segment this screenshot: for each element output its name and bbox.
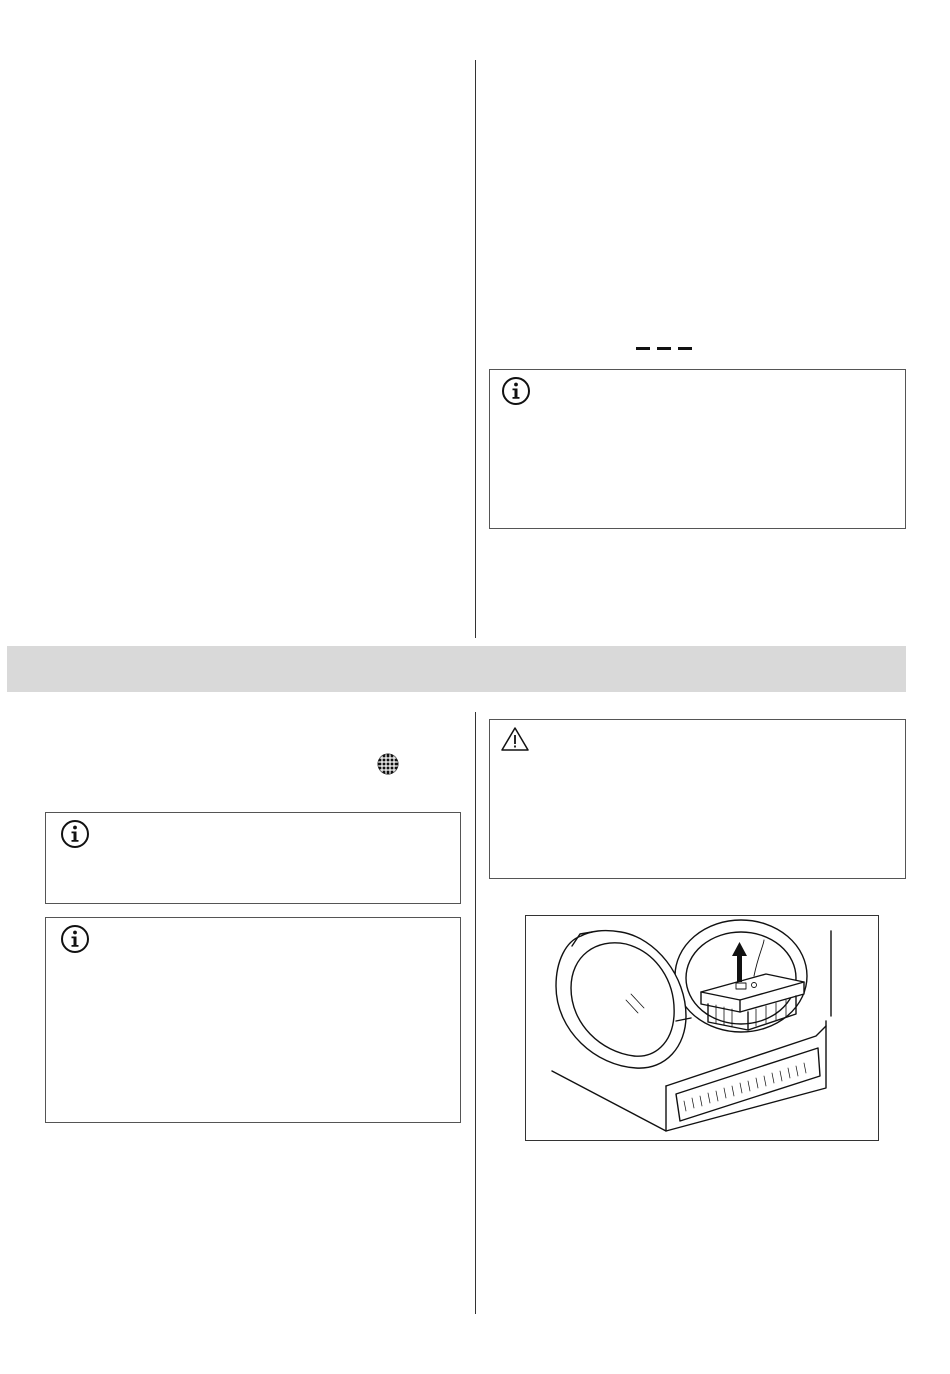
dryer-illustration (526, 916, 878, 1140)
column-divider-top (475, 60, 476, 638)
info-note-box-2 (45, 917, 461, 1123)
section-header-band (7, 646, 906, 692)
column-divider-bottom (475, 712, 476, 1314)
info-note-box (489, 369, 906, 529)
info-icon (60, 924, 90, 954)
drum-grid-icon (376, 752, 400, 776)
info-icon (501, 376, 531, 406)
tumble-dryer-filter-removal-illustration (525, 915, 879, 1141)
display-dashes-icon (636, 345, 696, 353)
warning-note-box (489, 719, 906, 879)
info-icon (60, 819, 90, 849)
info-note-box-1 (45, 812, 461, 904)
warning-icon (500, 726, 530, 752)
